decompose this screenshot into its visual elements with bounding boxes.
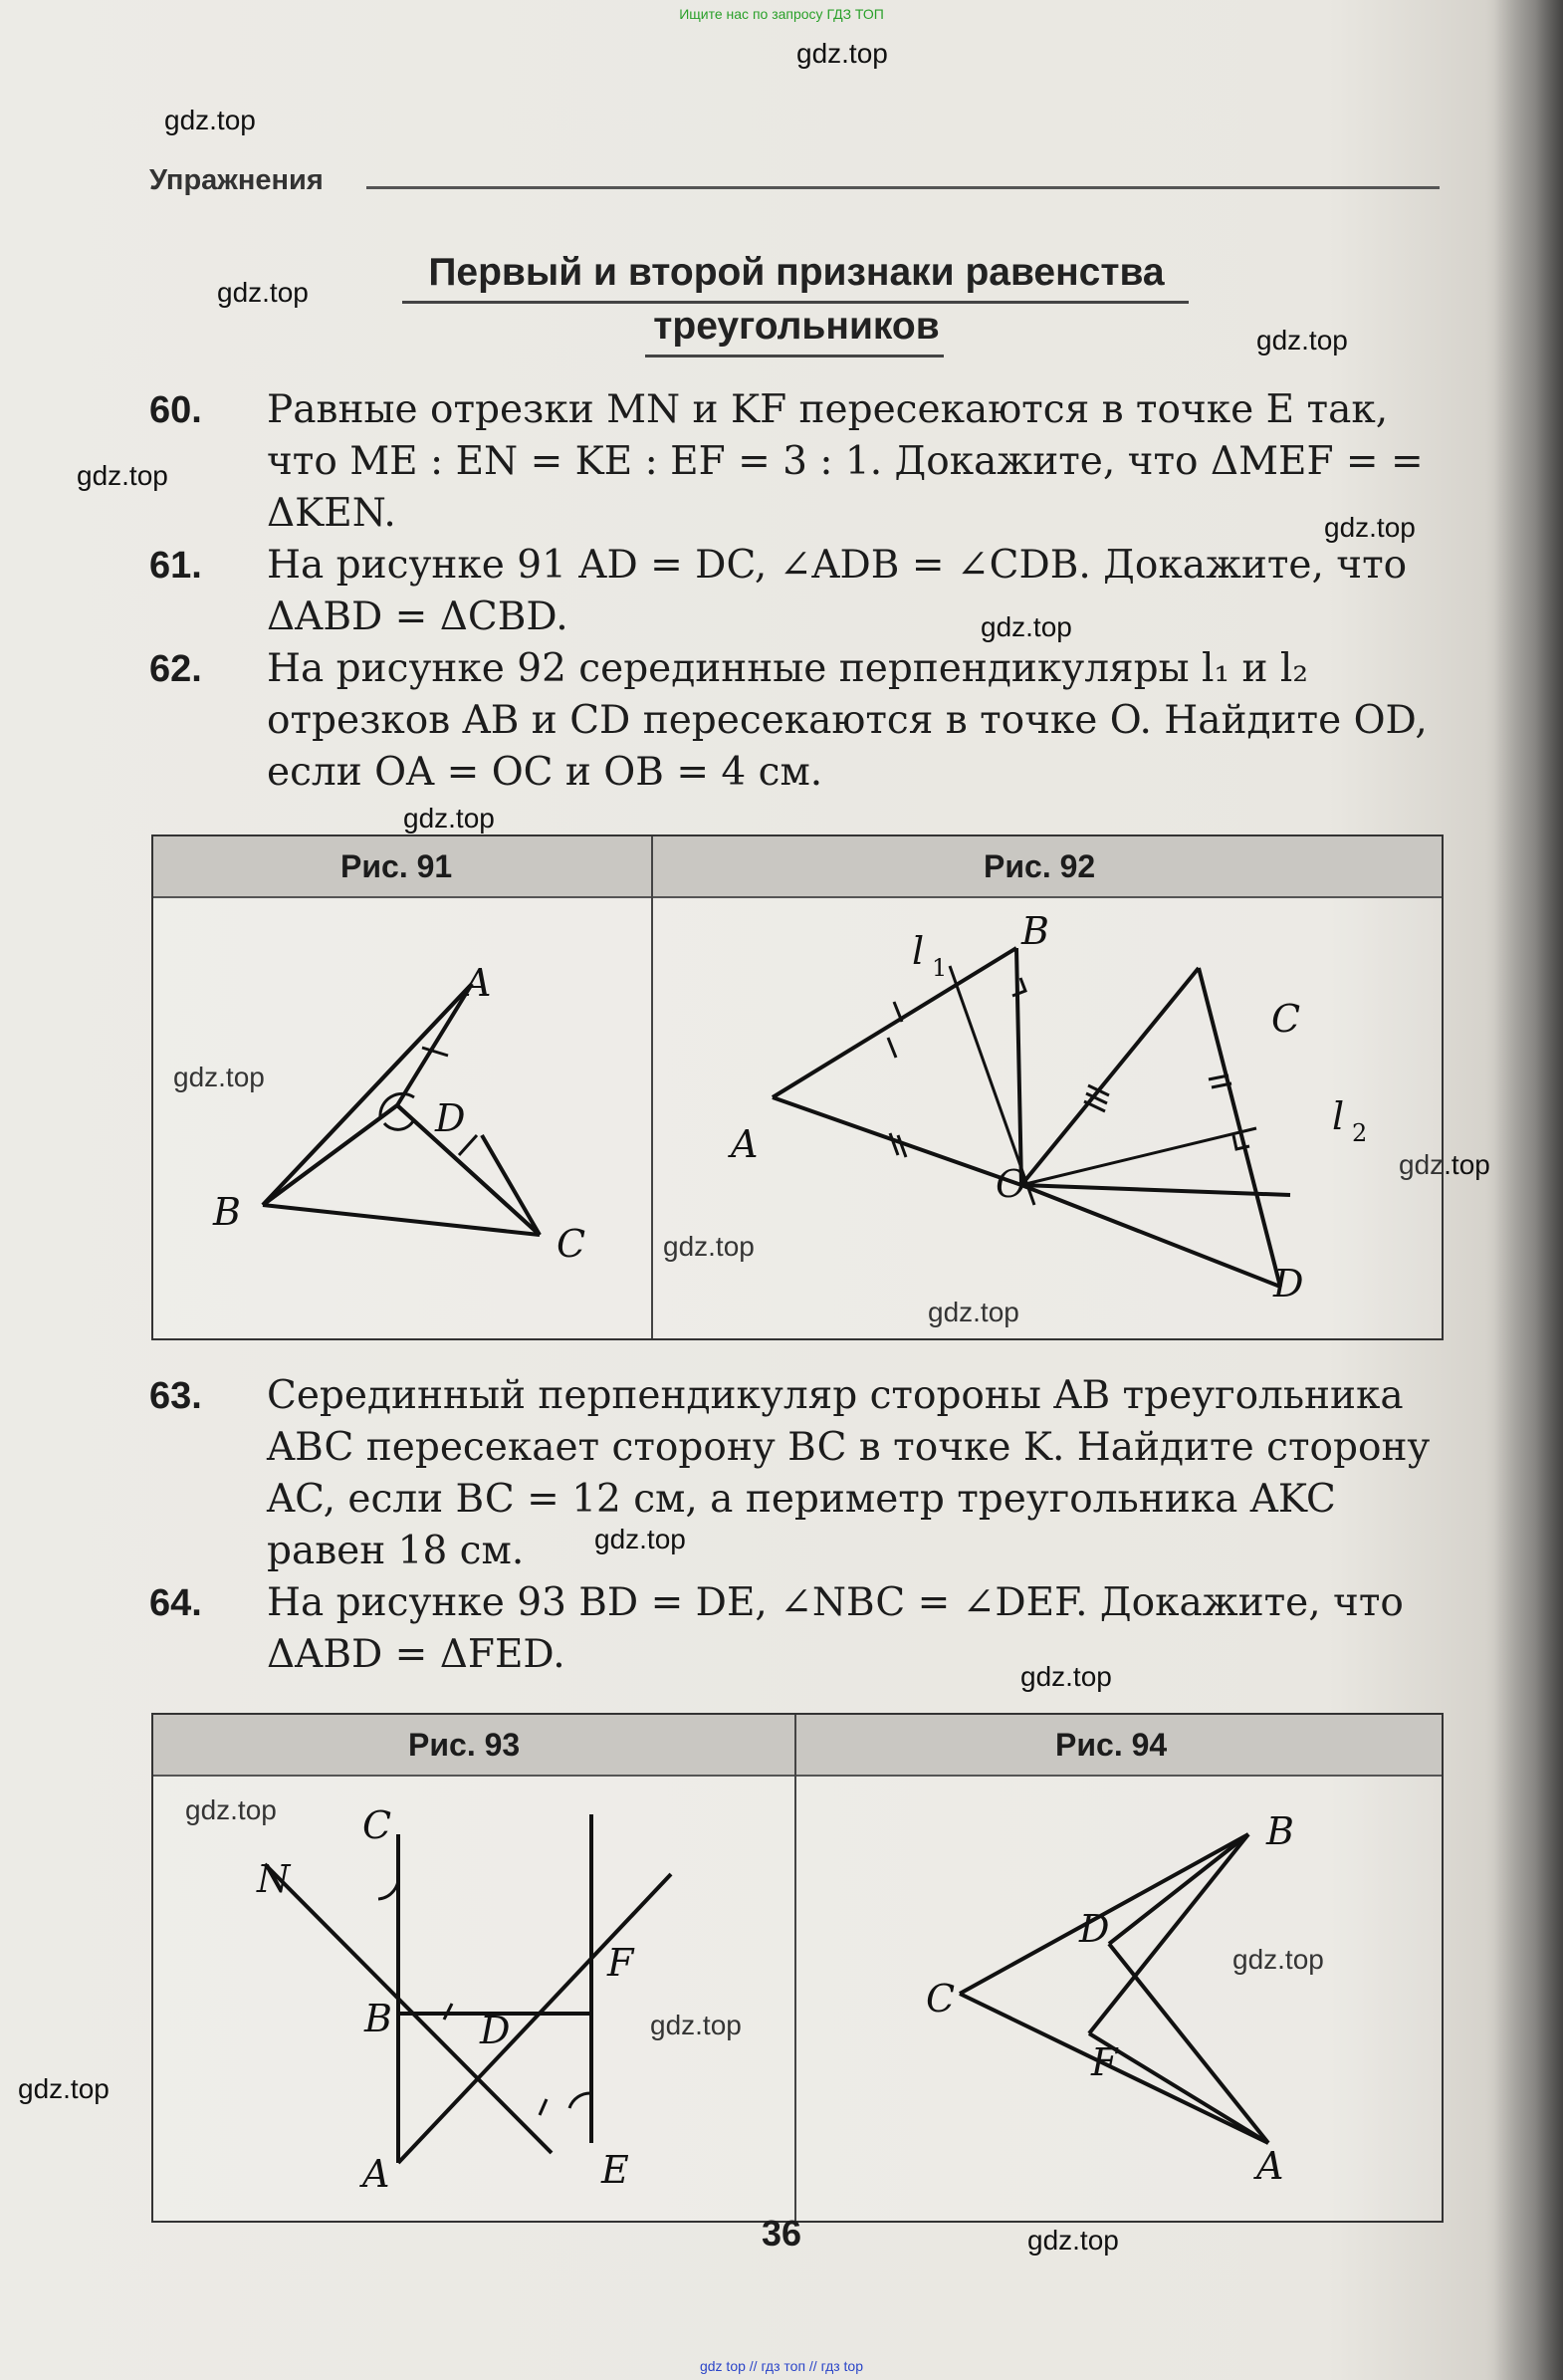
fig94-label-F: F bbox=[1091, 2040, 1118, 2084]
fig94-label-C: C bbox=[926, 1977, 956, 2021]
figure-93-94-drawing bbox=[153, 1715, 1442, 2221]
exercise-number: 61. bbox=[149, 545, 202, 587]
exercise-text: Серединный перпендикуляр стороны AB треугольника ABC пересекает сторону BC в точке K. Найдите сторону AC, если BC = 12 см, а периметр треугольника AKC равен 18 см. bbox=[267, 1373, 1431, 1573]
watermark: gdz.top bbox=[1324, 512, 1416, 543]
watermark: gdz.top bbox=[1020, 1661, 1112, 1692]
watermark: gdz.top bbox=[928, 1297, 1019, 1327]
watermark: gdz.top bbox=[663, 1231, 755, 1262]
page-number: 36 bbox=[761, 2213, 802, 2254]
header-note[interactable]: Ищите нас по запросу ГДЗ ТОП bbox=[679, 6, 884, 22]
page-edge-shadow bbox=[1493, 0, 1563, 2380]
fig93-label-N: N bbox=[257, 1857, 291, 1901]
watermark: gdz.top bbox=[1232, 1944, 1324, 1975]
figure-box-91-92 bbox=[151, 834, 1444, 1340]
watermark: gdz.top bbox=[185, 1794, 277, 1825]
exercise-62 bbox=[149, 643, 1444, 799]
exercise-number: 63. bbox=[149, 1375, 202, 1417]
watermark: gdz.top bbox=[981, 611, 1072, 642]
section-rule bbox=[366, 186, 1440, 189]
watermark: gdz.top bbox=[1399, 1149, 1490, 1180]
fig92-label-l1: l bbox=[912, 929, 925, 973]
fig91-label-D: D bbox=[435, 1096, 466, 1140]
figure-94-caption: Рис. 94 bbox=[1055, 1727, 1168, 1763]
fig92-label-l2-sub: 2 bbox=[1352, 1119, 1368, 1147]
figure-91-caption: Рис. 91 bbox=[340, 848, 453, 884]
fig92-label-l1-sub: 1 bbox=[932, 954, 948, 982]
figure-91 bbox=[263, 984, 540, 1235]
exercise-61 bbox=[149, 540, 1444, 643]
figure-94 bbox=[960, 1834, 1268, 2143]
figure-93 bbox=[265, 1814, 671, 2163]
fig92-label-B: B bbox=[1021, 909, 1049, 953]
fig92-label-D: D bbox=[1273, 1262, 1304, 1306]
exercise-60 bbox=[149, 384, 1444, 540]
watermark: gdz.top bbox=[594, 1524, 686, 1554]
fig93-label-E: E bbox=[601, 2148, 629, 2192]
title-underline bbox=[402, 301, 1189, 304]
watermark: gdz.top bbox=[650, 2010, 742, 2040]
fig93-label-B: B bbox=[364, 1997, 392, 2040]
footer-note[interactable]: gdz top // гдз топ // гдз top bbox=[699, 2358, 864, 2374]
watermark: gdz.top bbox=[18, 2073, 110, 2104]
watermark: gdz.top bbox=[403, 803, 495, 833]
fig93-label-A: A bbox=[362, 2152, 390, 2196]
fig93-label-C: C bbox=[362, 1803, 392, 1847]
fig94-label-A: A bbox=[1256, 2144, 1284, 2188]
figure-91-92-drawing bbox=[153, 836, 1442, 1338]
exercise-number: 64. bbox=[149, 1582, 202, 1624]
fig92-label-C: C bbox=[1271, 997, 1301, 1041]
fig94-label-B: B bbox=[1266, 1809, 1294, 1853]
fig92-label-l2: l bbox=[1332, 1094, 1345, 1138]
title-underline bbox=[645, 355, 944, 357]
figure-box-93-94 bbox=[151, 1713, 1444, 2223]
fig92-label-O: O bbox=[996, 1162, 1027, 1206]
fig93-label-D: D bbox=[480, 2009, 511, 2052]
watermark: gdz.top bbox=[217, 277, 309, 308]
watermark: gdz.top bbox=[77, 460, 168, 491]
watermark: gdz.top bbox=[1027, 2225, 1119, 2256]
exercise-number: 62. bbox=[149, 648, 202, 690]
exercise-text: На рисунке 91 AD = DC, ∠ADB = ∠CDB. Докажите, что ΔABD = ΔCBD. bbox=[267, 543, 1408, 639]
exercise-text: На рисунке 93 BD = DE, ∠NBC = ∠DEF. Докажите, что ΔABD = ΔFED. bbox=[267, 1580, 1404, 1677]
figure-92 bbox=[773, 948, 1290, 1287]
page-title-line1: Первый и второй признаки равенства bbox=[428, 251, 1165, 294]
fig91-label-C: C bbox=[557, 1222, 586, 1266]
fig91-label-A: A bbox=[464, 961, 492, 1005]
watermark: gdz.top bbox=[796, 38, 888, 69]
figure-92-caption: Рис. 92 bbox=[984, 848, 1096, 884]
exercise-64 bbox=[149, 1577, 1444, 1681]
watermark: gdz.top bbox=[164, 105, 256, 135]
fig94-label-D: D bbox=[1079, 1907, 1110, 1951]
exercise-63 bbox=[149, 1370, 1444, 1577]
watermark: gdz.top bbox=[173, 1062, 265, 1092]
exercise-text: На рисунке 92 серединные перпендикуляры l₁ и l₂ отрезков AB и CD пересекаются в точке O. Найдите OD, если OA = OC и OB = 4 см. bbox=[267, 646, 1428, 795]
exercise-text: Равные отрезки MN и KF пересекаются в точке E так, что ME : EN = KE : EF = 3 : 1. Докажите, что ΔMEF = = ΔKEN. bbox=[267, 387, 1424, 536]
fig93-label-F: F bbox=[607, 1941, 634, 1985]
fig92-label-A: A bbox=[731, 1122, 759, 1166]
figure-93-caption: Рис. 93 bbox=[408, 1727, 521, 1763]
section-label: Упражнения bbox=[149, 164, 324, 196]
page-title-line2: треугольников bbox=[653, 305, 940, 348]
fig91-label-B: B bbox=[213, 1190, 241, 1234]
exercise-number: 60. bbox=[149, 389, 202, 431]
watermark: gdz.top bbox=[1256, 325, 1348, 356]
